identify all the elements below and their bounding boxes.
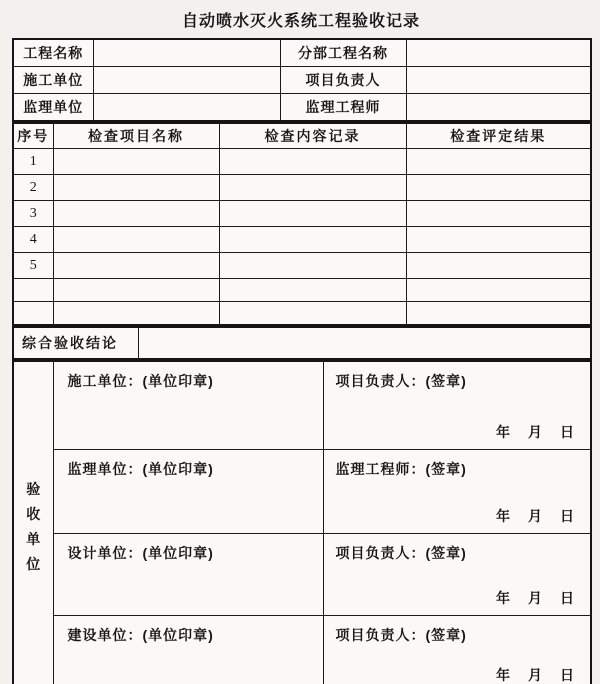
table-row bbox=[13, 39, 591, 67]
conclusion-label: 综合验收结论 bbox=[13, 327, 138, 359]
signoff-row-design bbox=[13, 533, 591, 615]
field-project-leader bbox=[406, 67, 591, 94]
result-cell bbox=[406, 227, 591, 253]
col-header-item-name: 检查项目名称 bbox=[53, 123, 219, 149]
item-cell bbox=[53, 149, 219, 175]
table-row bbox=[13, 302, 591, 326]
label-project-name: 工程名称 bbox=[13, 39, 93, 67]
table-row bbox=[13, 94, 591, 122]
item-cell bbox=[53, 175, 219, 201]
col-header-seq: 序号 bbox=[13, 123, 53, 149]
supervision-signer-cell bbox=[323, 449, 591, 533]
table-row bbox=[13, 67, 591, 94]
date-line: 年 月 日 bbox=[496, 507, 576, 524]
project-info-table bbox=[12, 38, 592, 122]
construction-signer-cell bbox=[323, 361, 591, 449]
seq-cell: 3 bbox=[13, 201, 53, 227]
item-cell bbox=[53, 227, 219, 253]
col-header-evaluation-result: 检查评定结果 bbox=[406, 123, 591, 149]
result-cell bbox=[406, 302, 591, 326]
seq-cell: 5 bbox=[13, 253, 53, 279]
client-unit-seal-cell: 建设单位：(单位印章) bbox=[53, 615, 323, 684]
design-signer-cell bbox=[323, 533, 591, 615]
signoff-row-client bbox=[13, 615, 591, 684]
result-cell bbox=[406, 149, 591, 175]
table-row bbox=[13, 201, 591, 227]
header-row bbox=[13, 123, 591, 149]
record-cell bbox=[219, 201, 406, 227]
item-cell bbox=[53, 253, 219, 279]
label-supervision-unit: 监理单位 bbox=[13, 94, 93, 122]
result-cell bbox=[406, 201, 591, 227]
seq-cell bbox=[13, 302, 53, 326]
label-project-leader: 项目负责人 bbox=[280, 67, 406, 94]
signoff-row-supervision bbox=[13, 449, 591, 533]
record-cell bbox=[219, 279, 406, 302]
table-row bbox=[13, 253, 591, 279]
date-line: 年 月 日 bbox=[496, 423, 576, 440]
conclusion-value bbox=[138, 327, 591, 359]
field-sub-project-name bbox=[406, 39, 591, 67]
result-cell bbox=[406, 279, 591, 302]
conclusion-row bbox=[12, 326, 592, 360]
signer-label: 项目负责人：(签章) bbox=[335, 544, 467, 561]
page-title: 自动喷水灭火系统工程验收记录 bbox=[181, 13, 420, 30]
supervision-unit-seal-cell: 监理单位：(单位印章) bbox=[53, 449, 323, 533]
vlabel-char: 位 bbox=[26, 556, 41, 572]
field-construction-unit bbox=[93, 67, 280, 94]
table-row bbox=[13, 175, 591, 201]
result-cell bbox=[406, 175, 591, 201]
signer-label: 项目负责人：(签章) bbox=[335, 626, 467, 643]
record-cell bbox=[219, 253, 406, 279]
label-sub-project-name: 分部工程名称 bbox=[280, 39, 406, 67]
table-row bbox=[13, 149, 591, 175]
acceptance-units-vertical-label bbox=[13, 361, 53, 684]
table-row bbox=[13, 327, 591, 359]
signoff-row-construction bbox=[13, 361, 591, 449]
design-unit-seal-cell: 设计单位：(单位印章) bbox=[53, 533, 323, 615]
record-cell bbox=[219, 149, 406, 175]
vlabel-char: 验 bbox=[26, 481, 41, 497]
seq-cell: 1 bbox=[13, 149, 53, 175]
client-signer-cell bbox=[323, 615, 591, 684]
signer-label: 监理工程师：(签章) bbox=[335, 460, 467, 477]
table-row bbox=[13, 279, 591, 302]
field-supervision-unit bbox=[93, 94, 280, 122]
seq-cell bbox=[13, 279, 53, 302]
date-line: 年 月 日 bbox=[496, 667, 576, 683]
signer-label: 项目负责人：(签章) bbox=[335, 373, 467, 389]
label-supervision-engineer: 监理工程师 bbox=[280, 94, 406, 122]
field-supervision-engineer bbox=[406, 94, 591, 122]
item-cell bbox=[53, 279, 219, 302]
date-line: 年 月 日 bbox=[496, 589, 576, 606]
seq-cell: 4 bbox=[13, 227, 53, 253]
field-project-name bbox=[93, 39, 280, 67]
record-cell bbox=[219, 227, 406, 253]
record-cell bbox=[219, 175, 406, 201]
record-cell bbox=[219, 302, 406, 326]
construction-unit-seal-cell: 施工单位：(单位印章) bbox=[53, 361, 323, 449]
seq-cell: 2 bbox=[13, 175, 53, 201]
vlabel-char: 收 bbox=[26, 506, 41, 522]
result-cell bbox=[406, 253, 591, 279]
label-construction-unit: 施工单位 bbox=[13, 67, 93, 94]
vlabel-char: 单 bbox=[26, 531, 41, 547]
col-header-content-record: 检查内容记录 bbox=[219, 123, 406, 149]
inspection-checklist-table bbox=[12, 122, 592, 326]
table-row bbox=[13, 227, 591, 253]
item-cell bbox=[53, 302, 219, 326]
item-cell bbox=[53, 201, 219, 227]
acceptance-signoff-table bbox=[12, 360, 592, 684]
